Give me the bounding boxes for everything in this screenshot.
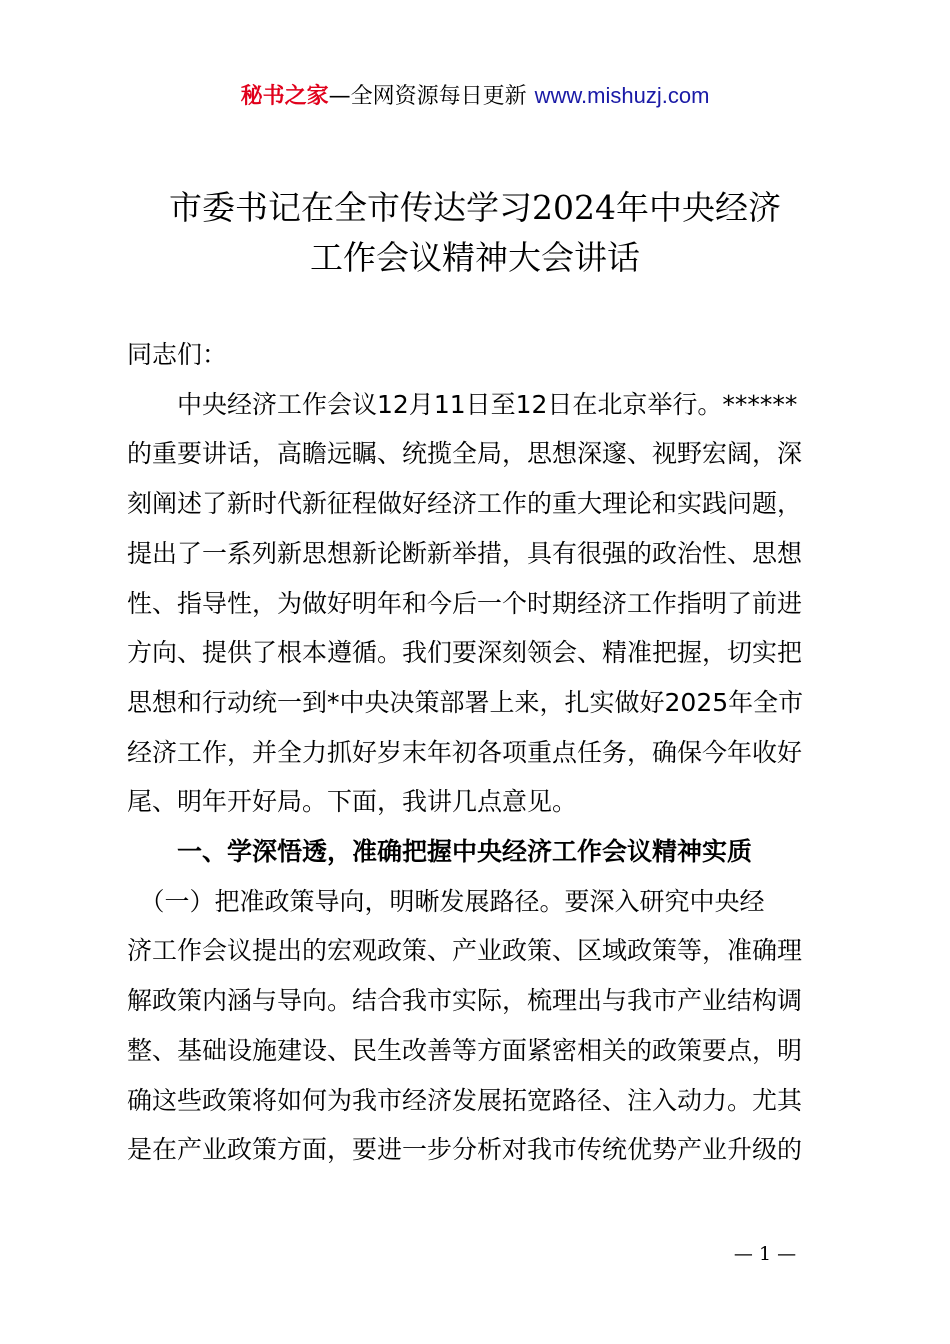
paragraph-line: 经济工作，并全力抓好岁末年初各项重点任务，确保今年收好 (127, 737, 803, 767)
page-number: — 1 — (733, 1243, 797, 1265)
section-heading: 一、学深悟透，准确把握中央经济工作会议精神实质 (127, 837, 753, 867)
paragraph-line: 济工作会议提出的宏观政策、产业政策、区域政策等，准确理 (127, 936, 803, 966)
paragraph-line: 是在产业政策方面，要进一步分析对我市传统优势产业升级的 (127, 1135, 803, 1165)
paragraph-line: 中央经济工作会议12月11日至12日在北京举行。****** (127, 389, 798, 419)
paragraph-line: 解政策内涵与导向。结合我市实际，梳理出与我市产业结构调 (127, 986, 803, 1016)
opening-paragraph (127, 380, 837, 827)
paragraph-line: （一）把准政策导向，明晰发展路径。要深入研究中央经 (127, 886, 765, 916)
paragraph-line: 的重要讲话，高瞻远瞩、统揽全局，思想深邃、视野宏阔，深 (127, 439, 803, 469)
salutation: 同志们： (127, 340, 228, 369)
paragraph-line: 确这些政策将如何为我市经济发展拓宽路径、注入动力。尤其 (127, 1085, 803, 1115)
title-line-2: 工作会议精神大会讲话 (310, 238, 640, 277)
brand-name: 秘书之家 (240, 84, 329, 109)
paragraph-line: 整、基础设施建设、民生改善等方面紧密相关的政策要点，明 (127, 1035, 803, 1065)
title-line-1: 市委书记在全市传达学习2024年中央经济 (169, 188, 781, 227)
document-body (127, 330, 837, 1175)
subsection-paragraph (127, 877, 837, 1175)
paragraph-line: 性、指导性，为做好明年和今后一个时期经济工作指明了前进 (127, 588, 803, 618)
paragraph-line: 提出了一系列新思想新论断新举措，具有很强的政治性、思想 (127, 538, 803, 568)
paragraph-line: 尾、明年开好局。下面，我讲几点意见。 (127, 787, 578, 817)
document-title (0, 183, 950, 283)
header-tagline: —全网资源每日更新 (328, 84, 527, 109)
paragraph-line: 思想和行动统一到*中央决策部署上来，扎实做好2025年全市 (127, 687, 804, 717)
paragraph-line: 刻阐述了新时代新征程做好经济工作的重大理论和实践问题， (127, 489, 803, 519)
site-url[interactable]: www.mishuzj.com (534, 83, 710, 108)
paragraph-line: 方向、提供了根本遵循。我们要深刻领会、精准把握，切实把 (127, 638, 803, 668)
site-header (0, 80, 950, 113)
